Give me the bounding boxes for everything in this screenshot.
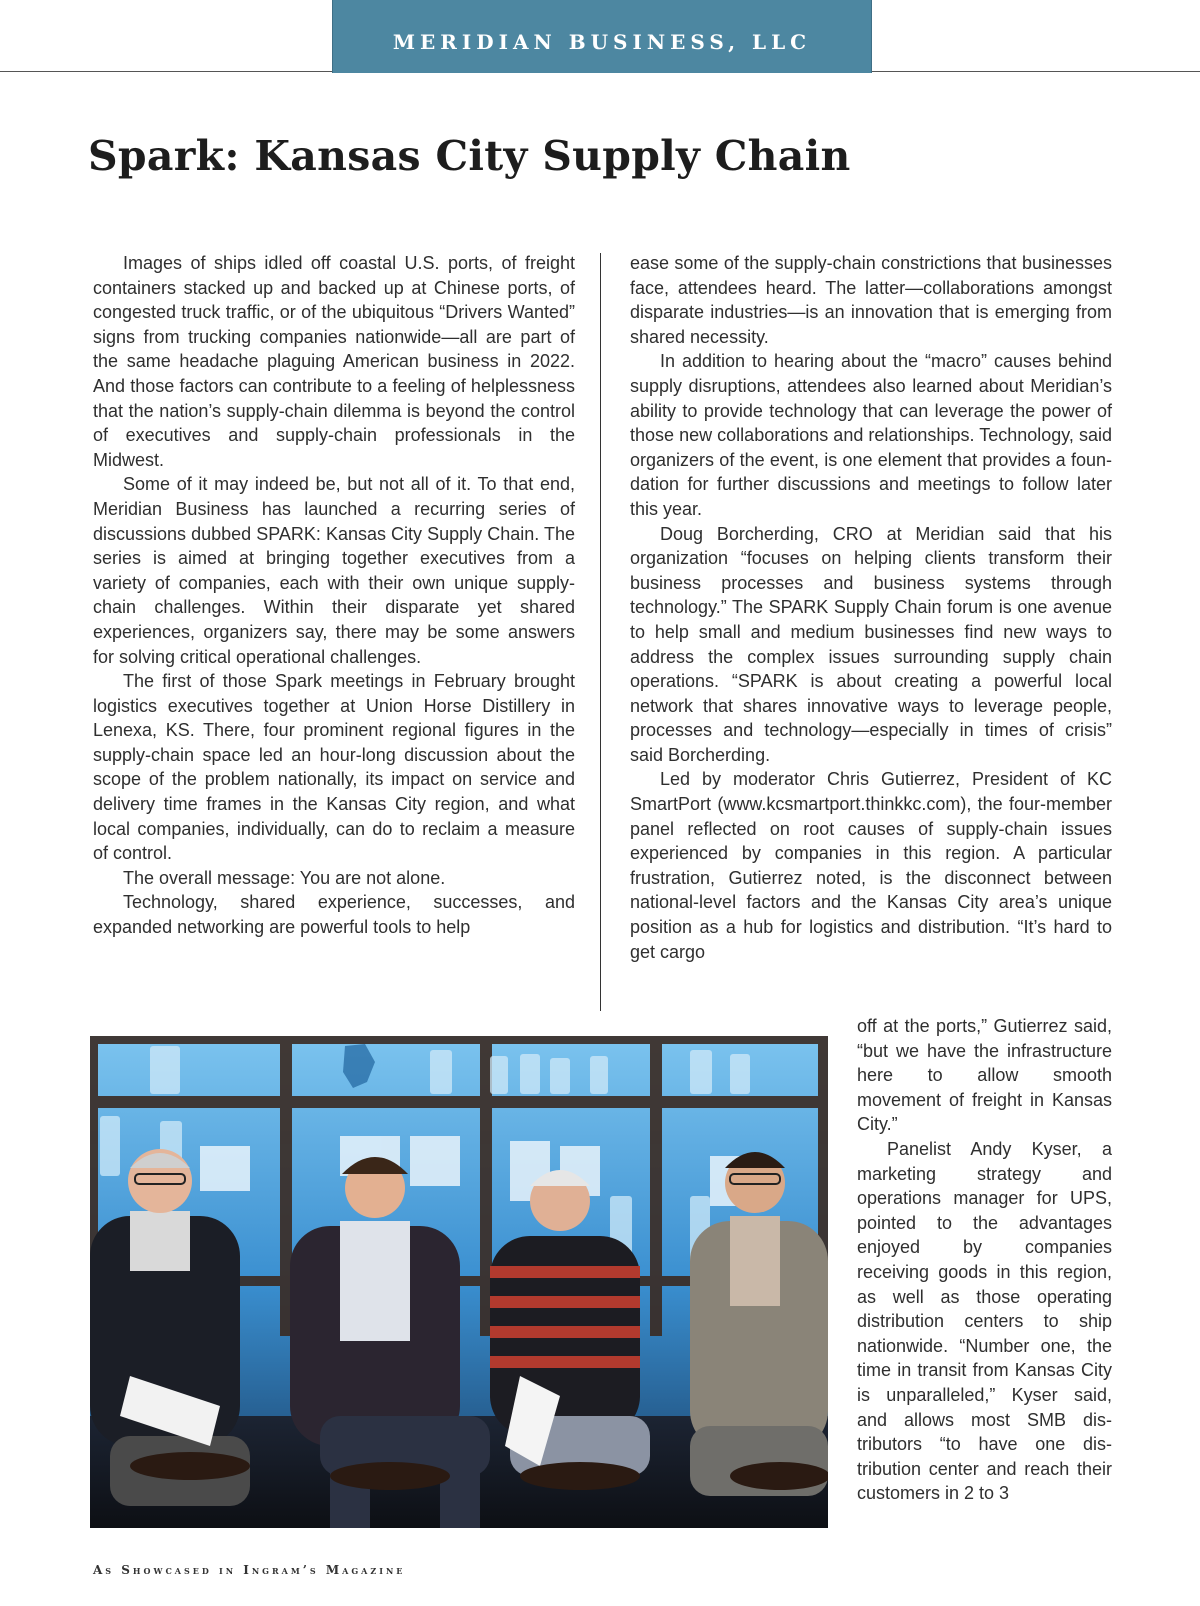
paragraph: Led by moderator Chris Gutierrez, President of KC SmartPort (www.kcsmartport.thinkkc.com), the four-member panel reflected on root causes of supply-chain issues experienced by companies in this region. A particular frustration, Gutierrez noted, is the disconnect between national-level factors and the Kansas City area’s unique position as a hub for logistics and distribution. “It’s hard to get cargo [630, 769, 1112, 962]
paragraph-continued: off at the ports,” Gutierrez said, “but we have the infrastructure here to allow smooth movement of freight in Kansas City.” [857, 1016, 1112, 1135]
panel-discussion-photo [90, 1036, 828, 1528]
publisher-banner [332, 0, 872, 73]
article-title: Spark: Kansas City Supply Chain [88, 132, 851, 180]
paragraph-continued: ease some of the supply-chain constrictions that businesses face, attendees heard. The latter—collaborations amongst disparate industries—is an innovation that is emerging from shared necessity. [630, 253, 1112, 347]
article-column-2 [630, 251, 1112, 964]
magazine-credit: As Showcased in Ingram’s Magazine [93, 1563, 406, 1577]
column-divider [600, 253, 601, 1011]
article-column-1 [93, 251, 575, 940]
paragraph: The first of those Spark meetings in February brought logistics executives together at Union Horse Distillery in Lenexa, KS. There, four prominent regional figures in the supply-chain space led an hour-long discussion about the scope of the problem nationally, its impact on service and delivery time frames in the Kansas City region, and what local companies, individually, can do to reclaim a measure of control. [93, 671, 575, 864]
paragraph: In addition to hearing about the “macro” causes behind supply disruptions, attendees also learned about Meridian’s ability to provide technology that can leverage the power of those new collaborations and relationships. Technology, said organizers of the event, is one element that provides a foundation for further discussions and meetings to follow later this year. [630, 351, 1112, 519]
publisher-name: MERIDIAN BUSINESS, LLC [392, 29, 812, 54]
paragraph: Panelist Andy Kyser, a marketing strategy and operations manager for UPS, pointed to the advantages enjoyed by companies receiving goods in this region, as well as those operating distribution centers to ship nationwide. “Number one, the time in transit from Kansas City is unparalleled,” Kyser said, and allows most SMB distributors “to have one distribution center and reach their customers in 2 to 3 [857, 1138, 1112, 1504]
paragraph: Images of ships idled off coastal U.S. ports, of freight containers stacked up and backed up at Chinese ports, of congested truck traffic, or of the ubiquitous “Drivers Wanted” signs from trucking companies nationwide—all are part of the same headache plaguing American business in 2022. And those factors can contribute to a feeling of helplessness that the nation’s supply-chain dilemma is beyond the control of executives and supply-chain professionals in the Midwest. [93, 253, 575, 470]
paragraph: The overall message: You are not alone. [123, 867, 446, 888]
paragraph: Technology, shared experience, successes, and expanded networking are powerful tools to help [93, 892, 575, 938]
paragraph: Doug Borcherding, CRO at Meridian said that his organization “focuses on helping clients transform their business processes and business systems through technology.” The SPARK Supply Chain forum is one avenue to help small and medium businesses find new ways to address the complex issues surrounding supply chain operations. “SPARK is about creating a powerful local network that shares innovative ways to leverage people, processes and technology—especially in times of crisis” said Borcherding. [630, 523, 1112, 765]
paragraph: Some of it may indeed be, but not all of it. To that end, Meridian Business has launched a recurring series of discussions dubbed SPARK: Kansas City Supply Chain. The series is aimed at bringing together executives from a variety of companies, each with their own unique supply-chain challenges. Within their disparate yet shared experiences, organizers say, there may be some answers for solving critical operational challenges. [93, 474, 575, 667]
article-column-3 [857, 1014, 1112, 1506]
